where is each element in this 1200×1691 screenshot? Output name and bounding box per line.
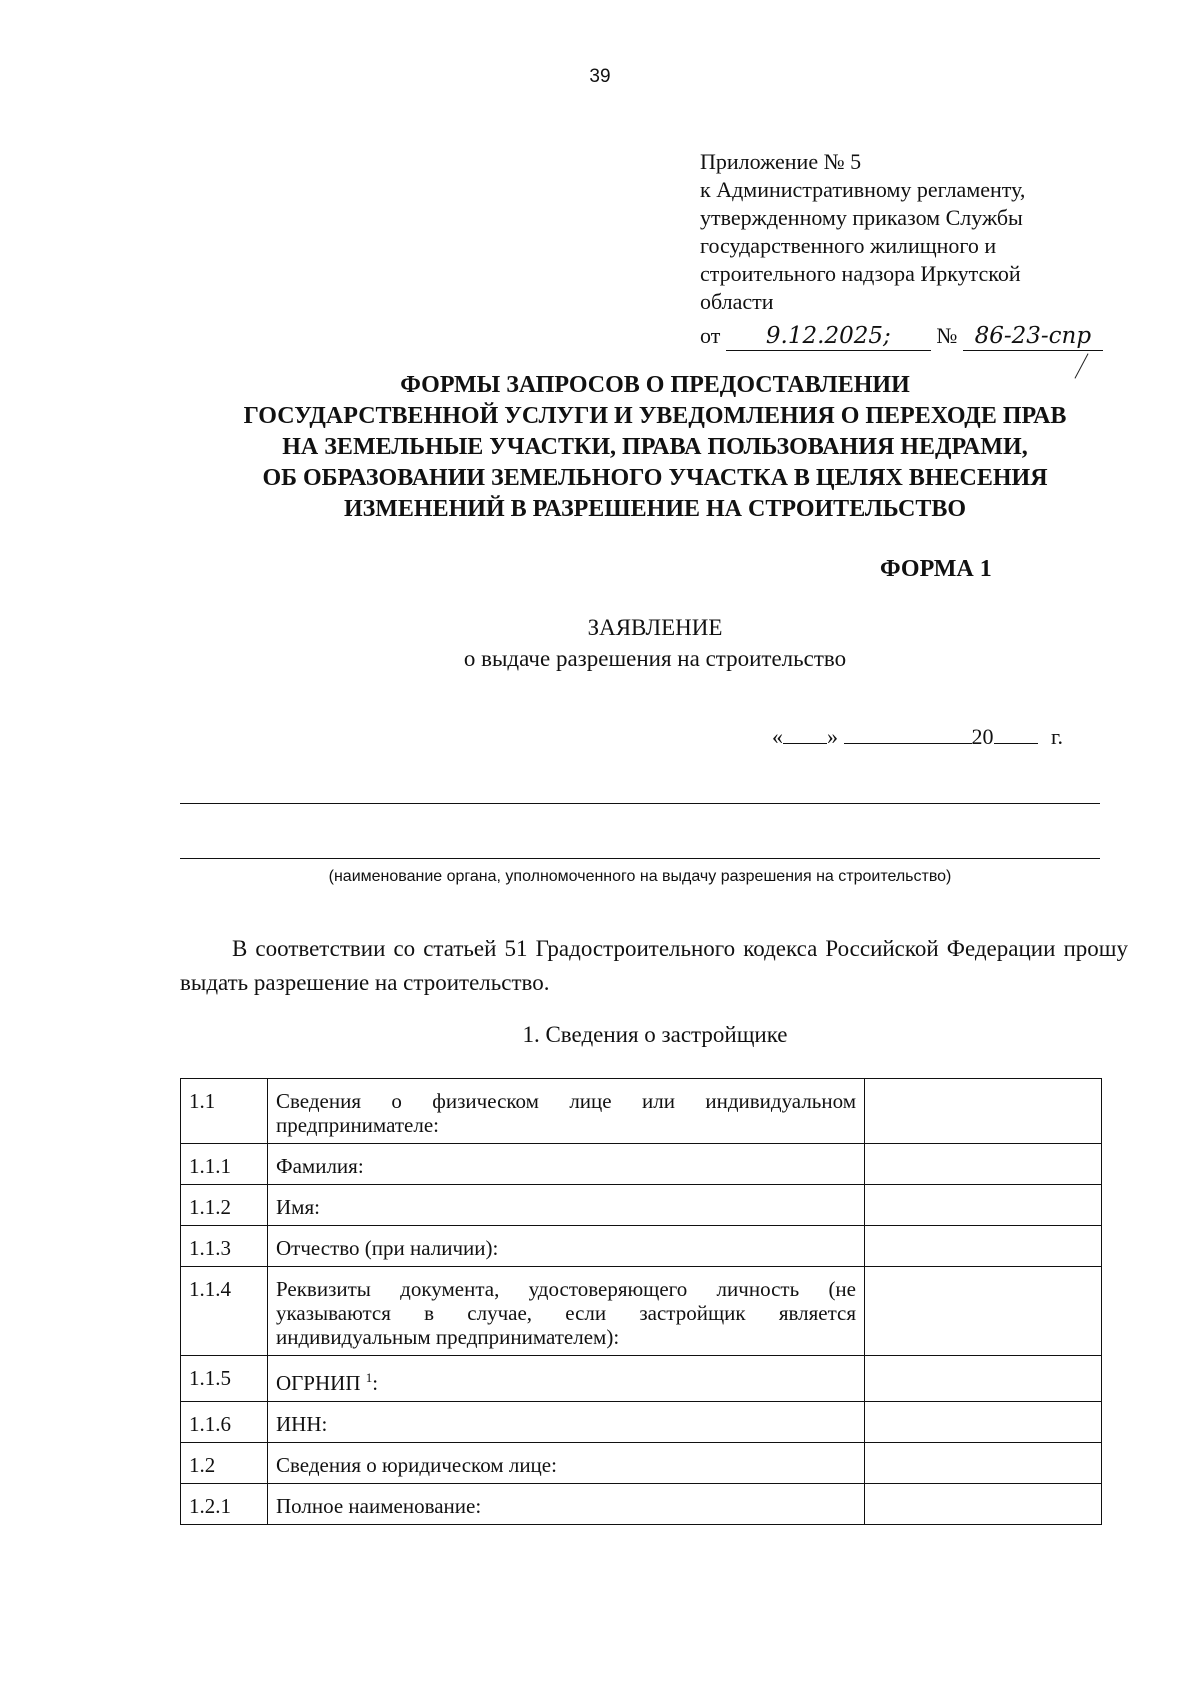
title-line: НА ЗЕМЕЛЬНЫЕ УЧАСТКИ, ПРАВА ПОЛЬЗОВАНИЯ НЕДРАМИ, (282, 434, 1028, 460)
table-row (181, 1356, 1102, 1402)
table-row (181, 1144, 1102, 1185)
row-number: 1.1.6 (181, 1402, 268, 1443)
title-line: ГОСУДАРСТВЕННОЙ УСЛУГИ И УВЕДОМЛЕНИЯ О ПЕРЕХОДЕ ПРАВ (243, 403, 1067, 429)
order-date-number-line (700, 322, 1120, 351)
year-blank[interactable] (994, 725, 1038, 744)
row-value-cell[interactable] (865, 1484, 1102, 1525)
form-label: ФОРМА 1 (880, 556, 992, 582)
row-value-cell[interactable] (865, 1267, 1102, 1356)
row-label-suffix: : (372, 1371, 379, 1395)
row-value-cell[interactable] (865, 1356, 1102, 1402)
handwritten-number: 86-23-спр (963, 322, 1103, 351)
row-number: 1.1 (181, 1079, 268, 1144)
row-value-cell[interactable] (865, 1226, 1102, 1267)
row-value-cell[interactable] (865, 1079, 1102, 1144)
row-label: ИНН: (268, 1402, 865, 1443)
appendix-line: области (700, 289, 774, 314)
year-suffix: г. (1051, 724, 1064, 749)
row-value-cell[interactable] (865, 1144, 1102, 1185)
row-value-cell[interactable] (865, 1443, 1102, 1484)
year-prefix: 20 (971, 724, 994, 749)
statement-heading (0, 612, 1200, 674)
row-number: 1.1.3 (181, 1226, 268, 1267)
title-line: ИЗМЕНЕНИЙ В РАЗРЕШЕНИЕ НА СТРОИТЕЛЬСТВО (343, 496, 967, 522)
row-label: Реквизиты документа, удостоверяющего личность (не указываются в случае, если застройщик является индивидуальным предпринимателем): (268, 1267, 865, 1356)
row-label: Полное наименование: (268, 1484, 865, 1525)
month-blank[interactable] (844, 725, 972, 744)
page-number: 39 (589, 66, 611, 87)
row-number: 1.1.4 (181, 1267, 268, 1356)
developer-info-table (180, 1078, 1102, 1525)
main-title (0, 370, 1200, 525)
table-row (181, 1402, 1102, 1443)
table-row (181, 1267, 1102, 1356)
row-value-cell[interactable] (865, 1185, 1102, 1226)
table-row (181, 1185, 1102, 1226)
authority-caption: (наименование органа, уполномоченного на выдачу разрешения на строительство) (328, 868, 952, 885)
appendix-line: строительного надзора Иркутской (700, 261, 1021, 286)
footnote-marker: 1 (365, 1370, 373, 1385)
table-row (181, 1079, 1102, 1144)
title-line: ОБ ОБРАЗОВАНИИ ЗЕМЕЛЬНОГО УЧАСТКА В ЦЕЛЯХ ВНЕСЕНИЯ (262, 465, 1048, 491)
day-open-quote: « (772, 724, 783, 749)
table-row (181, 1443, 1102, 1484)
appendix-line: к Административному регламенту, (700, 177, 1026, 202)
date-field[interactable] (772, 724, 1063, 750)
row-label: Имя: (268, 1185, 865, 1226)
row-label (268, 1356, 865, 1402)
row-number: 1.2.1 (181, 1484, 268, 1525)
day-blank[interactable] (783, 725, 827, 744)
statement-subtitle: о выдаче разрешения на строительство (463, 646, 847, 671)
row-number: 1.1.5 (181, 1356, 268, 1402)
authority-name-line[interactable] (180, 858, 1100, 859)
row-label: Сведения о юридическом лице: (268, 1443, 865, 1484)
section-title: 1. Сведения о застройщике (522, 1022, 788, 1047)
day-close-quote: » (827, 724, 838, 749)
row-number: 1.2 (181, 1443, 268, 1484)
date-prefix: от (700, 323, 721, 348)
statement-title: ЗАЯВЛЕНИЕ (587, 615, 723, 640)
appendix-line: государственного жилищного и (700, 233, 997, 258)
row-label: Сведения о физическом лице или индивидуальном предпринимателе: (268, 1079, 865, 1144)
row-number: 1.1.2 (181, 1185, 268, 1226)
handwritten-date: 9.12.2025; (726, 322, 931, 351)
table-row (181, 1484, 1102, 1525)
row-label: Отчество (при наличии): (268, 1226, 865, 1267)
intro-paragraph: В соответствии со статьей 51 Градостроительного кодекса Российской Федерации прошу выдать разрешение на строительство. (180, 936, 1128, 995)
number-prefix: № (936, 323, 958, 348)
appendix-line: Приложение № 5 (700, 149, 862, 174)
authority-name-line[interactable] (180, 803, 1100, 804)
row-value-cell[interactable] (865, 1402, 1102, 1443)
appendix-line: утвержденному приказом Службы (700, 205, 1023, 230)
table-row (181, 1226, 1102, 1267)
row-label-text: ОГРНИП (276, 1371, 361, 1395)
row-label: Фамилия: (268, 1144, 865, 1185)
row-number: 1.1.1 (181, 1144, 268, 1185)
appendix-block (700, 148, 1120, 349)
title-line: ФОРМЫ ЗАПРОСОВ О ПРЕДОСТАВЛЕНИИ (400, 372, 910, 398)
